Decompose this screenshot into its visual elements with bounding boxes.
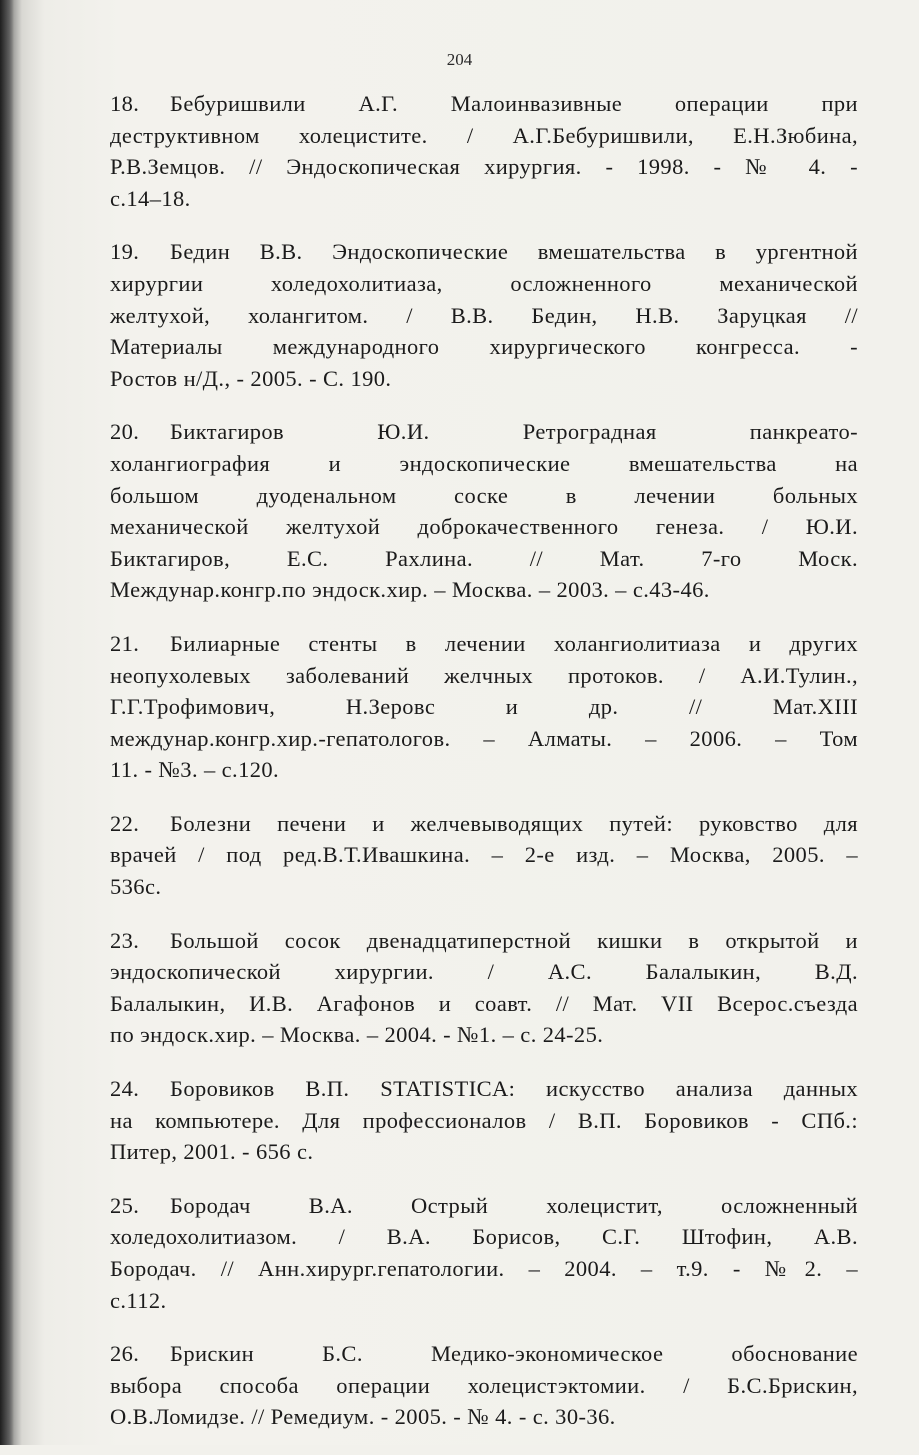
entry-text: холангиография и эндоскопические вмешательства на <box>110 450 858 476</box>
entry-text: холедохолитиазом. / В.А. Борисов, С.Г. Штофин, А.В. <box>110 1224 858 1250</box>
bibliography-entry <box>110 236 858 394</box>
entry-number: 23. <box>110 927 140 953</box>
entry-line <box>110 1285 858 1317</box>
bibliography-entry <box>110 1190 858 1316</box>
entry-text: эндоскопической хирургии. / А.С. Балалыкин, В.Д. <box>110 959 858 985</box>
entry-line <box>110 88 858 120</box>
entry-text: Бедин В.В. Эндоскопические вмешательства в ургентной <box>170 239 858 265</box>
entry-line <box>110 363 858 395</box>
entry-line <box>110 754 858 786</box>
book-spine-shadow <box>0 0 14 1445</box>
entry-text: Междунар.конгр.по эндоск.хир. – Москва. – 2003. – с.43-46. <box>110 577 710 603</box>
entry-line <box>110 956 858 988</box>
entry-text: механической желтухой доброкачественного генеза. / Ю.И. <box>110 514 858 540</box>
entry-text: Материалы международного хирургического конгресса. - <box>110 334 858 360</box>
entry-line <box>110 236 858 268</box>
entry-text: на компьютере. Для профессионалов / В.П. Боровиков - СПб.: <box>110 1107 858 1133</box>
entry-text: Большой сосок двенадцатиперстной кишки в открытой и <box>170 927 858 953</box>
entry-line <box>110 448 858 480</box>
entry-line <box>110 988 858 1020</box>
bibliography-entry <box>110 88 858 214</box>
entry-line <box>110 839 858 871</box>
entry-text: Билиарные стенты в лечении холангиолитиаза и других <box>170 630 858 656</box>
entry-line <box>110 723 858 755</box>
entry-text: выбора способа операции холецистэктомии. / Б.С.Брискин, <box>110 1372 858 1398</box>
entry-number: 25. <box>110 1192 140 1218</box>
entry-line <box>110 1190 858 1222</box>
entry-number: 18. <box>110 91 140 116</box>
entry-line <box>110 183 858 215</box>
bibliography-entry <box>110 416 858 606</box>
entry-line <box>110 1253 858 1285</box>
entry-text: 536с. <box>110 874 162 900</box>
entry-line <box>110 543 858 575</box>
bibliography-list <box>110 88 858 1455</box>
bibliography-entry <box>110 925 858 1051</box>
entry-line <box>110 1073 858 1105</box>
entry-text: Биктагиров, Е.С. Рахлина. // Мат. 7-го Моск. <box>110 545 858 571</box>
entry-line <box>110 268 858 300</box>
entry-line <box>110 1401 858 1433</box>
entry-line <box>110 151 858 183</box>
bibliography-entry <box>110 808 858 903</box>
entry-line <box>110 511 858 543</box>
entry-number: 21. <box>110 630 140 656</box>
entry-text: неопухолевых заболеваний желчных протоков. / А.И.Тулин., <box>110 662 858 688</box>
entry-line <box>110 660 858 692</box>
entry-number: 24. <box>110 1076 140 1102</box>
entry-line <box>110 1221 858 1253</box>
entry-text: Р.В.Земцов. // Эндоскопическая хирургия. - 1998. - № 4. - <box>110 154 858 180</box>
entry-text: деструктивном холецистите. / А.Г.Бебуришвили, Е.Н.Зюбина, <box>110 122 858 148</box>
entry-line <box>110 416 858 448</box>
entry-line <box>110 300 858 332</box>
entry-text: с.112. <box>110 1287 167 1313</box>
bibliography-entry <box>110 1073 858 1168</box>
entry-text: Бородач. // Анн.хирург.гепатологии. – 2004. – т.9. - №2. – <box>110 1256 858 1281</box>
entry-line <box>110 120 858 152</box>
entry-text: врачей / под ред.В.Т.Ивашкина. – 2-е изд. – Москва, 2005. – <box>110 842 858 868</box>
entry-text: хирургии холедохолитиаза, осложненного механической <box>110 270 858 296</box>
entry-text: Питер, 2001. - 656 с. <box>110 1139 314 1165</box>
entry-text: Ростов н/Д., - 2005. - С. 190. <box>110 365 392 391</box>
bibliography-entry <box>110 1338 858 1433</box>
entry-line <box>110 1019 858 1051</box>
entry-text: Брискин Б.С. Медико-экономическое обоснование <box>170 1341 858 1367</box>
entry-line <box>110 1338 858 1370</box>
entry-text: Бородач В.А. Острый холецистит, осложненный <box>170 1192 858 1218</box>
entry-line <box>110 628 858 660</box>
entry-text: 11. - №3. – с.120. <box>110 757 280 783</box>
entry-text: междунар.конгр.хир.-гепатологов. – Алматы. – 2006. – Том <box>110 725 858 751</box>
entry-number: 26. <box>110 1341 140 1367</box>
entry-text: с.14–18. <box>110 185 191 211</box>
entry-text: Боровиков В.П. STATISTICA: искусство анализа данных <box>170 1076 858 1102</box>
entry-line <box>110 480 858 512</box>
page-number: 204 <box>446 50 473 69</box>
entry-line <box>110 331 858 363</box>
entry-number: 22. <box>110 810 140 836</box>
entry-text: Болезни печени и желчевыводящих путей: руковство для <box>170 810 858 836</box>
entry-text: по эндоск.хир. – Москва. – 2004. - №1. – с. 24-25. <box>110 1022 604 1048</box>
entry-line <box>110 808 858 840</box>
bibliography-entry <box>110 628 858 786</box>
entry-line <box>110 574 858 606</box>
entry-line <box>110 1105 858 1137</box>
entry-line <box>110 691 858 723</box>
entry-text: Бебуришвили А.Г. Малоинвазивные операции при <box>170 91 858 116</box>
entry-number: 20. <box>110 419 140 445</box>
entry-text: большом дуоденальном соске в лечении больных <box>110 482 858 508</box>
entry-line <box>110 1370 858 1402</box>
entry-line <box>110 871 858 903</box>
entry-text: О.В.Ломидзе. // Ремедиум. - 2005. - № 4. - с. 30-36. <box>110 1404 616 1430</box>
entry-number: 19. <box>110 239 140 265</box>
entry-line <box>110 1136 858 1168</box>
entry-line <box>110 925 858 957</box>
entry-text: Балалыкин, И.В. Агафонов и соавт. // Мат. VII Всерос.съезда <box>110 990 858 1016</box>
entry-text: Биктагиров Ю.И. Ретроградная панкреато- <box>170 419 858 445</box>
entry-text: Г.Г.Трофимович, Н.Зеровс и др. // Мат.XIII <box>110 694 858 720</box>
entry-text: желтухой, холангитом. / В.В. Бедин, Н.В. Заруцкая // <box>110 302 858 328</box>
